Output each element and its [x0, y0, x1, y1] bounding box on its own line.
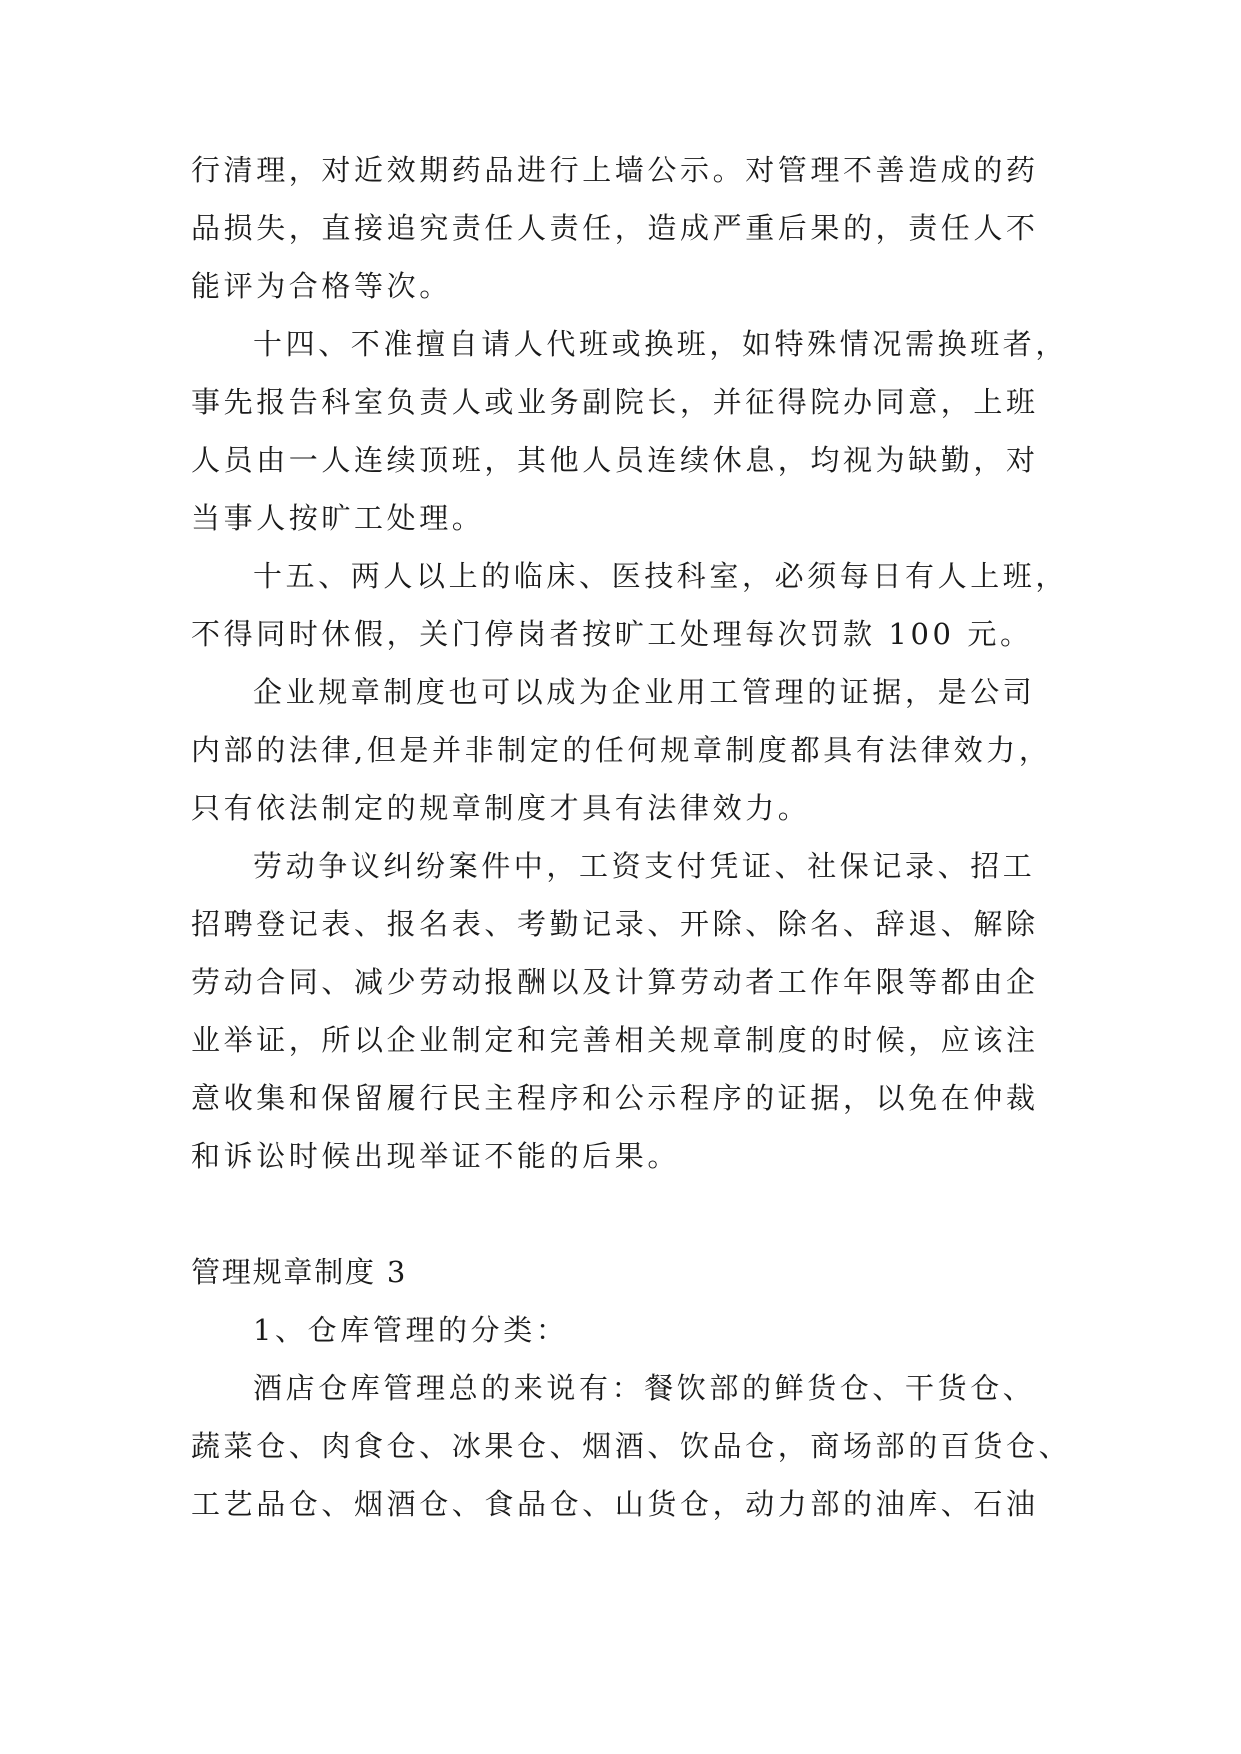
- paragraph-line: 1、仓库管理的分类：: [253, 1313, 569, 1347]
- paragraph-line: 企业规章制度也可以成为企业用工管理的证据，是公司: [253, 675, 1036, 709]
- paragraph-line: 意收集和保留履行民主程序和公示程序的证据，以免在仲裁: [191, 1081, 1039, 1115]
- paragraph-line: 内部的法律,但是并非制定的任何规章制度都具有法律效力，: [191, 733, 1052, 767]
- paragraph-line: 只有依法制定的规章制度才具有法律效力。: [191, 791, 811, 825]
- paragraph-line: 和诉讼时候出现举证不能的后果。: [191, 1139, 681, 1173]
- paragraph-line: 劳动争议纠纷案件中，工资支付凭证、社保记录、招工: [253, 849, 1036, 883]
- paragraph-line: 劳动合同、减少劳动报酬以及计算劳动者工作年限等都由企: [191, 965, 1039, 999]
- paragraph-line: 十五、两人以上的临床、医技科室，必须每日有人上班，: [253, 559, 1069, 593]
- paragraph-line: 工艺品仓、烟酒仓、食品仓、山货仓，动力部的油库、石油: [191, 1487, 1039, 1521]
- paragraph-line: 业举证，所以企业制定和完善相关规章制度的时候，应该注: [191, 1023, 1039, 1057]
- paragraph-line: 人员由一人连续顶班，其他人员连续休息，均视为缺勤，对: [191, 443, 1039, 477]
- paragraph-line: 事先报告科室负责人或业务副院长，并征得院办同意，上班: [191, 385, 1039, 419]
- paragraph-line: 当事人按旷工处理。: [191, 501, 485, 535]
- paragraph-line: 行清理，对近效期药品进行上墙公示。对管理不善造成的药: [191, 153, 1039, 187]
- paragraph-line: 酒店仓库管理总的来说有：餐饮部的鲜货仓、干货仓、: [253, 1371, 1036, 1405]
- paragraph-line: 招聘登记表、报名表、考勤记录、开除、除名、辞退、解除: [191, 907, 1039, 941]
- paragraph-line: 不得同时休假，关门停岗者按旷工处理每次罚款 100 元。: [191, 617, 1033, 651]
- paragraph-line: 蔬菜仓、肉食仓、冰果仓、烟酒、饮品仓，商场部的百货仓、: [191, 1429, 1072, 1463]
- section-heading: 管理规章制度 3: [191, 1255, 408, 1289]
- paragraph-line: 十四、不准擅自请人代班或换班，如特殊情况需换班者，: [253, 327, 1069, 361]
- paragraph-line: 品损失，直接追究责任人责任，造成严重后果的，责任人不: [191, 211, 1039, 245]
- paragraph-line: 能评为合格等次。: [191, 269, 452, 303]
